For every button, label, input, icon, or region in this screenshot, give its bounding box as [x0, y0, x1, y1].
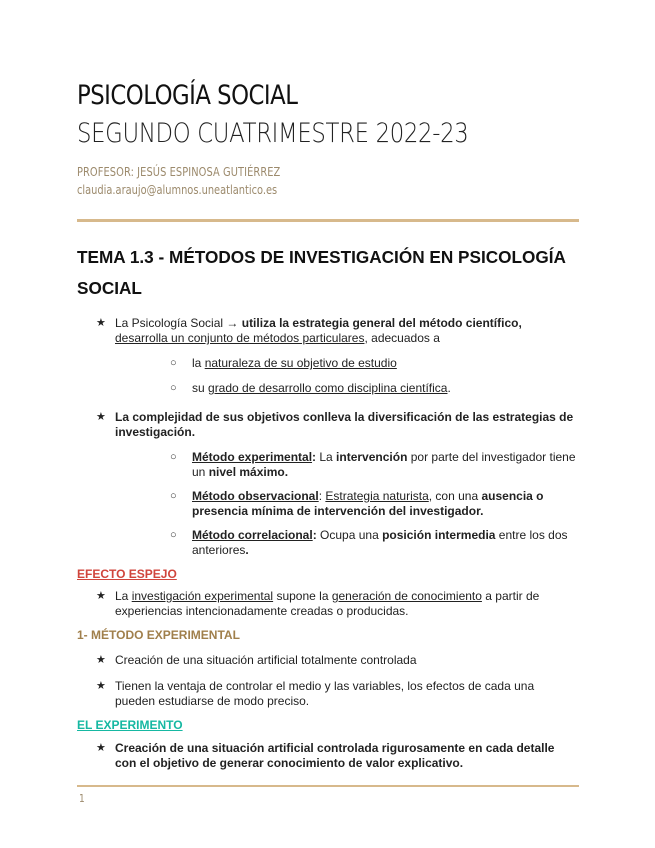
bold-text: .: [245, 543, 249, 557]
sub-list-item: [115, 489, 577, 519]
text-run: Tienen la ventaja de controlar el medio y las variables, los efectos de cada una pueden estudiarse de modo preciso.: [115, 679, 535, 708]
underlined-bold-text: Método observacional: [192, 489, 319, 503]
text-run: supone la: [273, 589, 332, 603]
circle-bullet-icon: ○: [170, 451, 177, 463]
text-run: su: [192, 381, 209, 395]
text-run: a partir de experiencias intencionadamente creadas o producidas.: [115, 589, 540, 618]
heading-efecto-espejo: EFECTO ESPEJO: [77, 567, 177, 581]
list-item: [77, 679, 577, 709]
bold-text: :: [312, 528, 317, 542]
document-body: [77, 316, 577, 780]
circle-bullet-icon: ○: [170, 357, 177, 369]
text-run: , con una: [428, 489, 482, 503]
underlined-text: Estrategia naturista: [325, 489, 429, 503]
sub-list: [115, 356, 577, 396]
bold-text: intervención: [336, 450, 408, 464]
bold-text: ausencia o presencia mínima de intervención del investigador.: [192, 489, 544, 518]
text-run: la: [192, 356, 205, 370]
sub-list-item: [115, 528, 577, 558]
list-item: [77, 410, 577, 558]
text-run: , adecuados a: [364, 331, 440, 345]
bold-text: posición intermedia: [382, 528, 496, 542]
underlined-text: generación de conocimiento: [331, 589, 482, 603]
star-bullet-icon: ★: [96, 317, 106, 329]
document-subtitle: SEGUNDO CUATRIMESTRE 2022-23: [77, 118, 469, 149]
text-run: La: [316, 450, 337, 464]
document-title: PSICOLOGÍA SOCIAL: [77, 80, 298, 111]
text-run: :: [318, 489, 326, 503]
professor-line: PROFESOR: JESÚS ESPINOSA GUTIÉRREZ: [77, 165, 281, 179]
section-title: TEMA 1.3 - MÉTODOS DE INVESTIGACIÓN EN PSICOLOGÍA SOCIAL: [77, 247, 566, 298]
underlined-text: desarrolla un conjunto de métodos particulares: [115, 331, 365, 345]
underlined-text: naturaleza de su objetivo de estudio: [204, 356, 397, 370]
bullet-list-metodo: [77, 653, 577, 709]
list-item: [77, 741, 577, 771]
bold-text: nivel máximo.: [208, 465, 289, 479]
bold-text: Creación de una situación artificial controlada rigurosamente en cada detalle con el objetivo de generar conocimiento de valor explicativo.: [115, 741, 555, 770]
heading-el-experimento: EL EXPERIMENTO: [77, 718, 183, 732]
list-item: [77, 316, 577, 396]
header-divider: [77, 219, 579, 222]
sub-list-item: [115, 450, 577, 480]
list-item: [77, 653, 577, 668]
email-line: claudia.araujo@alumnos.uneatlantico.es: [77, 183, 278, 197]
underlined-text: grado de desarrollo como disciplina científica: [208, 381, 448, 395]
bold-text: utiliza la estrategia general del método científico,: [241, 316, 522, 330]
footer-divider: [77, 785, 579, 787]
heading-metodo-experimental: 1- MÉTODO EXPERIMENTAL: [77, 628, 240, 642]
bullet-list-intro: [77, 316, 577, 558]
list-item: [77, 589, 577, 619]
sub-list-item: [115, 356, 577, 371]
text-run: .: [447, 381, 451, 395]
underlined-bold-text: Método experimental: [192, 450, 313, 464]
text-run: La: [115, 589, 132, 603]
circle-bullet-icon: ○: [170, 490, 177, 502]
star-bullet-icon: ★: [96, 411, 106, 423]
bullet-list-experimento: [77, 741, 577, 771]
star-bullet-icon: ★: [96, 654, 106, 666]
page-number: 1: [79, 792, 85, 805]
bold-text: :: [312, 450, 317, 464]
text-run: La Psicología Social →: [115, 316, 242, 330]
circle-bullet-icon: ○: [170, 382, 177, 394]
sub-list-item: [115, 381, 577, 396]
underlined-text: investigación experimental: [131, 589, 274, 603]
star-bullet-icon: ★: [96, 742, 106, 754]
text-run: Ocupa una: [316, 528, 383, 542]
circle-bullet-icon: ○: [170, 529, 177, 541]
underlined-bold-text: Método correlacional: [192, 528, 313, 542]
star-bullet-icon: ★: [96, 590, 106, 602]
text-run: entre los dos anteriores: [192, 528, 568, 557]
bullet-list-efecto: [77, 589, 577, 619]
bold-text: La complejidad de sus objetivos conlleva la diversificación de las estrategias de investigación.: [115, 410, 574, 439]
text-run: por parte del investigador tiene un: [192, 450, 576, 479]
text-run: Creación de una situación artificial totalmente controlada: [115, 653, 417, 667]
star-bullet-icon: ★: [96, 680, 106, 692]
sub-list: [115, 450, 577, 558]
